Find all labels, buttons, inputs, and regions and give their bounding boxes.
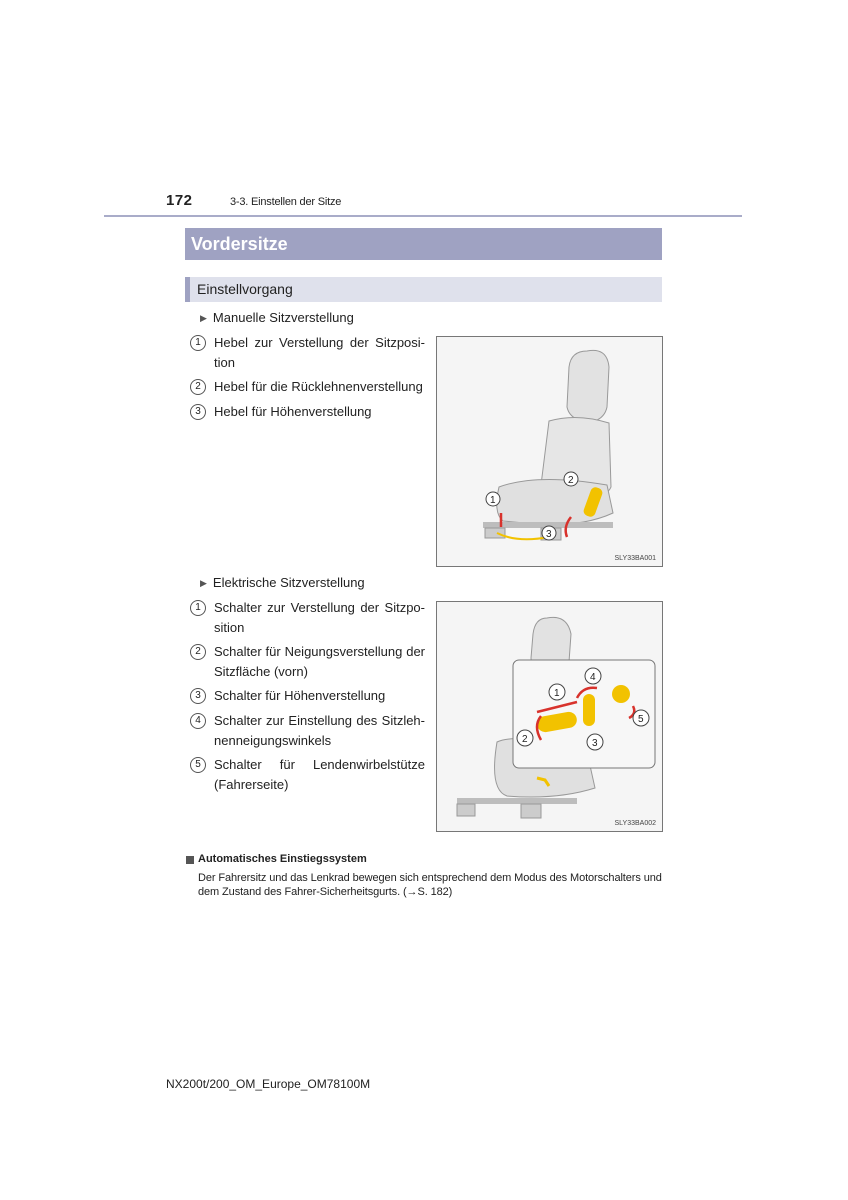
circle-number-icon: 2 [190,644,206,660]
electric-heading: ▶ Elektrische Sitzverstellung [200,575,365,590]
list-item: 3 Schalter für Höhenverstellung [190,686,425,706]
seat-illustration [437,337,662,566]
page-number: 172 [166,192,193,209]
section-title: Vordersitze [185,228,662,260]
circle-number-icon: 3 [190,688,206,704]
svg-text:1: 1 [554,688,560,699]
triangle-bullet-icon: ▶ [200,313,207,323]
manual-heading: ▶ Manuelle Sitzverstellung [200,310,354,325]
figure-code: SLY33BA002 [614,820,656,827]
list-item: 1 Hebel zur Verstellung der Sitzposi-tion [190,333,425,373]
note-body: Der Fahrersitz und das Lenkrad bewegen sich entsprechend dem Modus des Motorschalters und dem Zustand des Fahrer-Sicherheitsgurts. (→S. 182) [198,872,662,898]
list-item: 1 Schalter zur Verstellung der Sitzpo-sition [190,598,425,638]
svg-text:4: 4 [590,672,596,683]
header-rule [104,215,742,217]
list-item: 3 Hebel für Höhenverstellung [190,402,425,422]
svg-text:3: 3 [546,529,552,540]
svg-text:1: 1 [490,495,496,506]
list-item: 2 Schalter für Neigungsverstellung der Sitzfläche (vorn) [190,642,425,682]
square-bullet-icon [186,856,194,864]
svg-text:2: 2 [522,734,528,745]
circle-number-icon: 1 [190,600,206,616]
figure-code: SLY33BA001 [614,555,656,562]
list-item: 5 Schalter für Lendenwirbelstütze (Fahrerseite) [190,755,425,795]
breadcrumb: 3-3. Einstellen der Sitze [230,196,342,208]
footer-doc-id: NX200t/200_OM_Europe_OM78100M [166,1077,371,1091]
svg-text:5: 5 [638,714,644,725]
circle-number-icon: 5 [190,757,206,773]
seat-illustration [437,602,662,831]
subsection-title: Einstellvorgang [185,277,662,302]
list-item: 4 Schalter zur Einstellung des Sitzleh-nenneigungswinkels [190,711,425,751]
circle-number-icon: 1 [190,335,206,351]
circle-number-icon: 4 [190,713,206,729]
svg-text:2: 2 [568,475,574,486]
list-item: 2 Hebel für die Rücklehnenverstellung [190,377,425,397]
note-title: Automatisches Einstiegssystem [198,853,367,865]
circle-number-icon: 3 [190,404,206,420]
circle-number-icon: 2 [190,379,206,395]
electric-seat-figure [436,601,663,832]
triangle-bullet-icon: ▶ [200,578,207,588]
svg-text:3: 3 [592,738,598,749]
manual-seat-figure [436,336,663,567]
subsection-accent-bar [185,277,190,302]
